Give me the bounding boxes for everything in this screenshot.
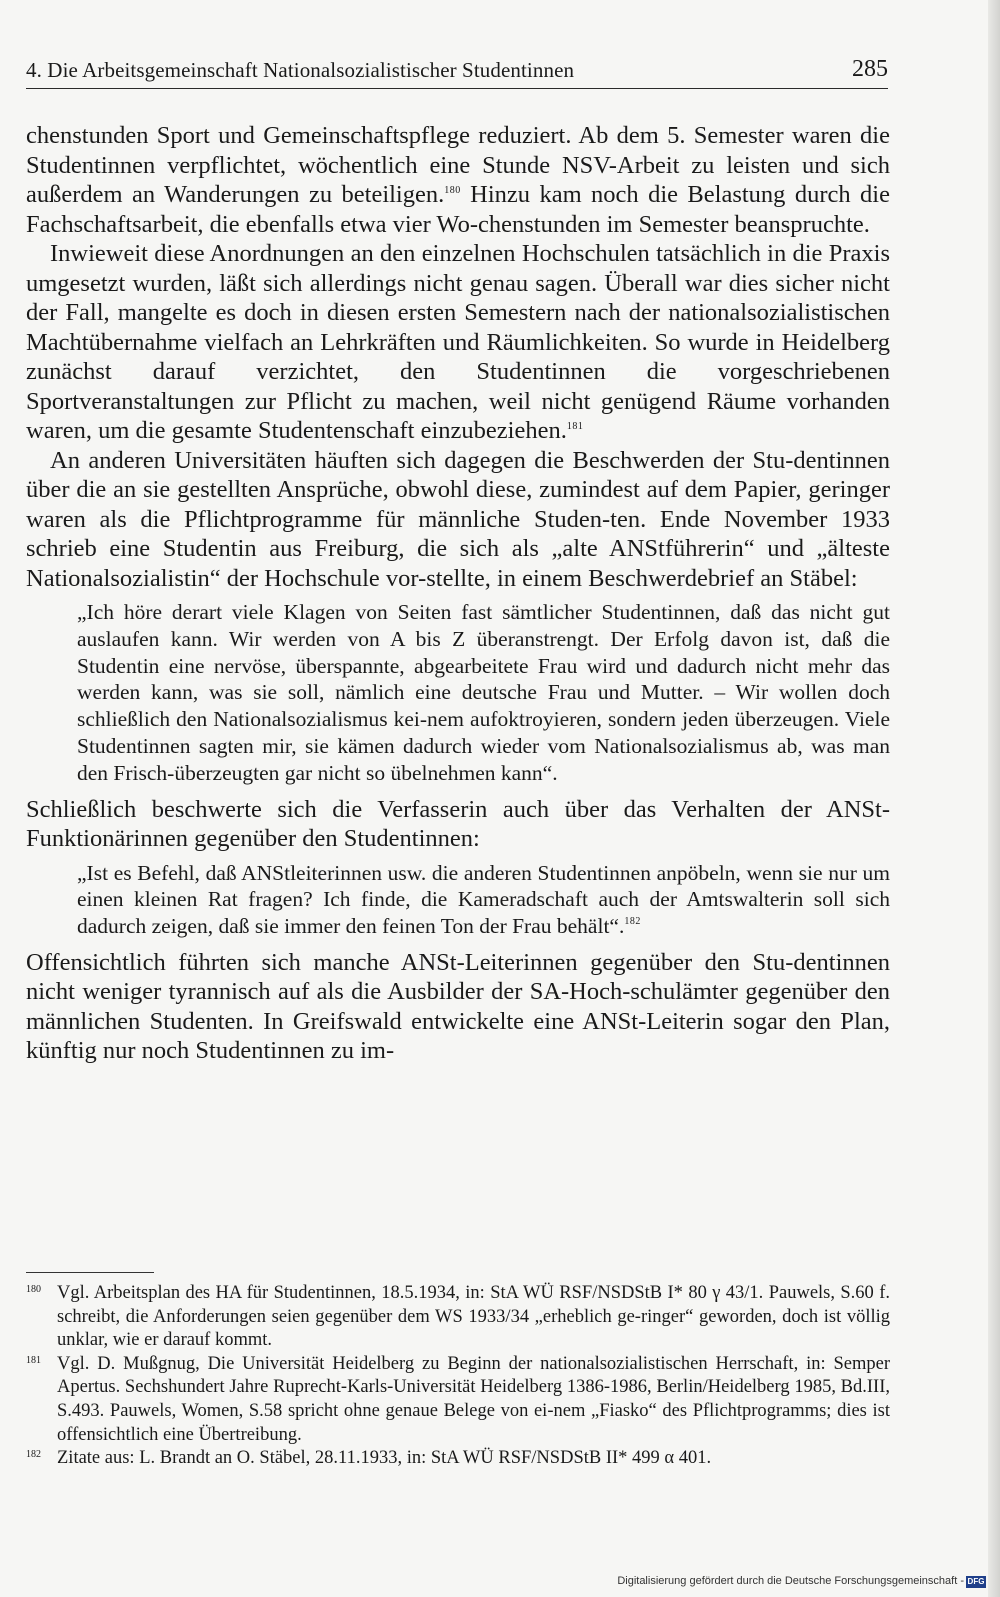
footnote-number: 180: [26, 1284, 41, 1295]
page-header: [26, 56, 888, 89]
footnote-text: Vgl. Arbeitsplan des HA für Studentinnen, 18.5.1934, in: StA WÜ RSF/NSDStB I* 80 γ 43/1. Pauwels, S.60 f. schreibt, die Anforderungen seien gegenüber dem WS 1933/34 „erheblich ge-ringer“ geworden, doch ist völlig unklar, wie er darauf kommt.: [57, 1283, 890, 1351]
footnote-number: 182: [26, 1449, 41, 1461]
footnote-number: 181: [26, 1354, 41, 1366]
footnote-rule: [26, 1272, 154, 1273]
running-head: 4. Die Arbeitsgemeinschaft Nationalsozialistischer Studentinnen: [26, 58, 575, 82]
paragraph-5: Offensichtlich führten sich manche ANSt-Leiterinnen gegenüber den Stu-dentinnen nicht weniger tyrannisch auf als die Ausbilder der SA-Hoch-schulämter gegenüber den männlichen Studenten. In Greifswald entwickelte eine ANSt-Leiterin sogar den Plan, künftig nur noch Studentinnen zu im-: [26, 948, 890, 1065]
paragraph-2: [26, 239, 890, 446]
scan-edge-shadow: [988, 0, 1000, 1597]
footnote-text: Zitate aus: L. Brandt an O. Stäbel, 28.11.1933, in: StA WÜ RSF/NSDStB II* 499 α 401.: [57, 1448, 712, 1469]
body-text: [26, 121, 890, 1066]
footnote-ref-181[interactable]: 181: [566, 421, 584, 432]
block-quote-1: „Ich höre derart viele Klagen von Seiten fast sämtlicher Studentinnen, daß das nicht gut auslaufen kann. Wir werden von A bis Z überanstrengt. Der Erfolg davon ist, daß die Studentin eine nervöse, überspannte, abgearbeitete Frau wird und dadurch nicht mehr das werden kann, was sie soll, nämlich eine deutsche Frau und Mutter. – Wir wollen doch schließlich den Nationalsozialismus kei-nem aufoktroyieren, sondern jeden überzeugen. Viele Studentinnen sagten mir, sie kämen dadurch wieder vom Nationalsozialismus ab, was man den Frisch-überzeugten gar nicht so übelnehmen kann“.: [77, 600, 890, 785]
footnote-182: [26, 1447, 890, 1471]
block-quote-2: [77, 860, 890, 940]
footnote-ref-180[interactable]: 180: [444, 185, 461, 196]
quote-text: „Ist es Befehl, daß ANStleiterinnen usw. die anderen Studentinnen anpöbeln, wenn sie nur um einen kleinen Rat fragen? Ich finde, die Kameradschaft auch der Amtswalterin soll sich dadurch zeigen, daß sie immer den feinen Ton der Frau behält“.: [77, 860, 890, 939]
paragraph-4: Schließlich beschwerte sich die Verfasserin auch über das Verhalten der ANSt-Funktionärinnen gegenüber den Studentinnen:: [26, 795, 890, 853]
paragraph-text: Inwieweit diese Anordnungen an den einzelnen Hochschulen tatsächlich in die Praxis umgesetzt wurden, läßt sich allerdings nicht genau sagen. Überall war dies sicher nicht der Fall, mangelte es doch in diesen ersten Semestern nach der nationalsozialistischen Machtübernahme vielfach an Lehrkräften und Räumlichkeiten. So wurde in Heidelberg zunächst darauf verzichtet, den Studentinnen die vorgeschriebenen Sportveranstaltungen zur Pflicht zu machen, weil nicht genügend Räume vorhanden waren, um die gesamte Studentenschaft einzubeziehen.: [26, 240, 890, 444]
digitization-note: Digitalisierung gefördert durch die Deutsche Forschungsgemeinschaft -: [617, 1575, 964, 1587]
paragraph-3: An anderen Universitäten häuften sich dagegen die Beschwerden der Stu-dentinnen über die an sie gestellten Ansprüche, obwohl diese, zumindest auf dem Papier, geringer waren als die Pflichtprogramme für männliche Studen-ten. Ende November 1933 schrieb eine Studentin aus Freiburg, die sich als „alte ANStführerin“ und „älteste Nationalsozialistin“ der Hochschule vor-stellte, in einem Beschwerdebrief an Stäbel:: [26, 446, 890, 592]
paragraph-1: [26, 121, 890, 239]
paragraph-text: chenstunden Sport und Gemeinschaftspflege reduziert. Ab dem 5. Semester waren die Studentinnen verpflichtet, wöchentlich eine Stunde NSV-Arbeit zu leisten und sich außerdem an Wanderungen zu beteiligen.: [26, 122, 890, 208]
footnote-180: [26, 1282, 890, 1353]
dfg-logo-icon: DFG: [967, 1577, 985, 1586]
paragraph-text: Hinzu kam noch die Belastung durch die Fachschaftsarbeit, die ebenfalls etwa vier Wo-chenstunden im Semester beanspruchte.: [26, 181, 890, 238]
footnote-181: [26, 1353, 890, 1447]
footnote-ref-182[interactable]: 182: [624, 916, 641, 928]
footnotes: [26, 1282, 890, 1471]
footnote-text: Vgl. D. Mußgnug, Die Universität Heidelberg zu Beginn der nationalsozialistischen Herrschaft, in: Semper Apertus. Sechshundert Jahre Ruprecht-Karls-Universität Heidelberg 1386-1986, Berlin/Heidelberg 1985, Bd.III, S.493. Pauwels, Women, S.58 spricht ohne genaue Belege von ei-nem „Fiasko“ des Pflichtprogramms; dies ist offensichtlich eine Übertreibung.: [57, 1353, 890, 1445]
page-number: 285: [852, 56, 888, 82]
